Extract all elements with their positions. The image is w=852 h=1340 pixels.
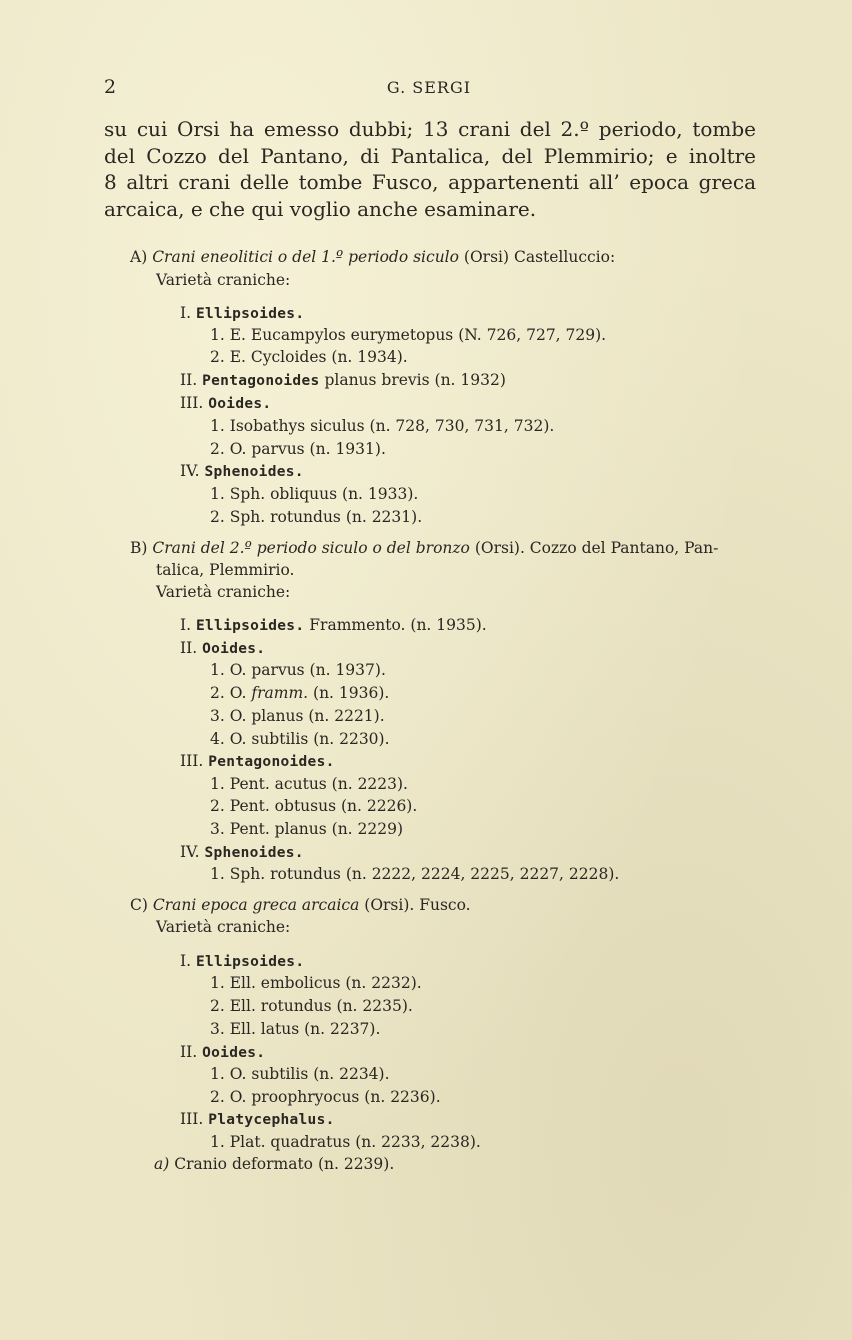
page-number: 2 bbox=[104, 76, 117, 98]
intro-line: su cui Orsi ha emesso dubbi; 13 crani del 2.º periodo, tombe bbox=[104, 117, 756, 141]
list-item: 3. Pent. planus (n. 2229) bbox=[210, 820, 404, 838]
group-heading: II. Ooides. bbox=[180, 1043, 266, 1061]
group-heading: III. Platycephalus. bbox=[180, 1110, 335, 1128]
section-a-heading: A) Crani eneolitici o del 1.º periodo siculo (Orsi) Castelluccio: bbox=[130, 248, 616, 266]
list-item: 1. Sph. obliquus (n. 1933). bbox=[210, 485, 419, 503]
list-item: 1. Plat. quadratus (n. 2233, 2238). bbox=[210, 1133, 481, 1151]
list-item: 2. E. Cycloides (n. 1934). bbox=[210, 348, 408, 366]
list-item: 1. Sph. rotundus (n. 2222, 2224, 2225, 2227, 2228). bbox=[210, 865, 620, 883]
varieta-label: Varietà craniche: bbox=[156, 918, 291, 936]
intro-line: arcaica, e che qui voglio anche esaminare. bbox=[104, 196, 537, 221]
intro-line: 8 altri crani delle tombe Fusco, appartenenti all’ epoca greca bbox=[104, 170, 756, 194]
list-item: 1. Ell. embolicus (n. 2232). bbox=[210, 974, 422, 992]
varieta-label: Varietà craniche: bbox=[156, 271, 291, 289]
group-heading: IV. Sphenoides. bbox=[180, 462, 304, 480]
footnote-item: a) Cranio deformato (n. 2239). bbox=[154, 1155, 395, 1173]
list-item: 2. Pent. obtusus (n. 2226). bbox=[210, 797, 418, 815]
list-item: 2. O. proophryocus (n. 2236). bbox=[210, 1088, 441, 1106]
section-b-heading-cont: talica, Plemmirio. bbox=[156, 561, 295, 579]
list-item: 2. O. framm. (n. 1936). bbox=[210, 684, 390, 702]
list-item: 4. O. subtilis (n. 2230). bbox=[210, 730, 390, 748]
intro-line: del Cozzo del Pantano, di Pantalica, del Plemmirio; e inoltre bbox=[104, 143, 756, 168]
list-item: 3. O. planus (n. 2221). bbox=[210, 707, 385, 725]
section-b-heading: B) Crani del 2.º periodo siculo o del bronzo (Orsi). Cozzo del Pantano, Pan- bbox=[130, 539, 719, 557]
list-item: 1. Isobathys siculus (n. 728, 730, 731, 732). bbox=[210, 417, 555, 435]
group-heading: IV. Sphenoides. bbox=[180, 843, 304, 861]
list-item: 2. Sph. rotundus (n. 2231). bbox=[210, 508, 423, 526]
group-heading: I. Ellipsoides. bbox=[180, 304, 305, 322]
list-item: 1. O. parvus (n. 1937). bbox=[210, 661, 386, 679]
list-item: 3. Ell. latus (n. 2237). bbox=[210, 1020, 381, 1038]
list-item: 1. Pent. acutus (n. 2223). bbox=[210, 775, 408, 793]
section-c-heading: C) Crani epoca greca arcaica (Orsi). Fusco. bbox=[130, 896, 471, 914]
group-heading: I. Ellipsoides. Frammento. (n. 1935). bbox=[180, 616, 487, 634]
list-item: 1. O. subtilis (n. 2234). bbox=[210, 1065, 390, 1083]
group-heading: III. Pentagonoides. bbox=[180, 752, 335, 770]
intro-paragraph bbox=[104, 116, 756, 222]
group-heading: I. Ellipsoides. bbox=[180, 952, 305, 970]
group-heading: II. Ooides. bbox=[180, 639, 266, 657]
group-heading: III. Ooides. bbox=[180, 394, 272, 412]
group-heading: II. Pentagonoides planus brevis (n. 1932) bbox=[180, 371, 506, 389]
running-head: G. SERGI bbox=[386, 78, 472, 97]
page-header bbox=[104, 76, 754, 100]
list-item: 2. Ell. rotundus (n. 2235). bbox=[210, 997, 413, 1015]
list-item: 1. E. Eucampylos eurymetopus (N. 726, 727, 729). bbox=[210, 326, 607, 344]
varieta-label: Varietà craniche: bbox=[156, 583, 291, 601]
list-item: 2. O. parvus (n. 1931). bbox=[210, 440, 386, 458]
